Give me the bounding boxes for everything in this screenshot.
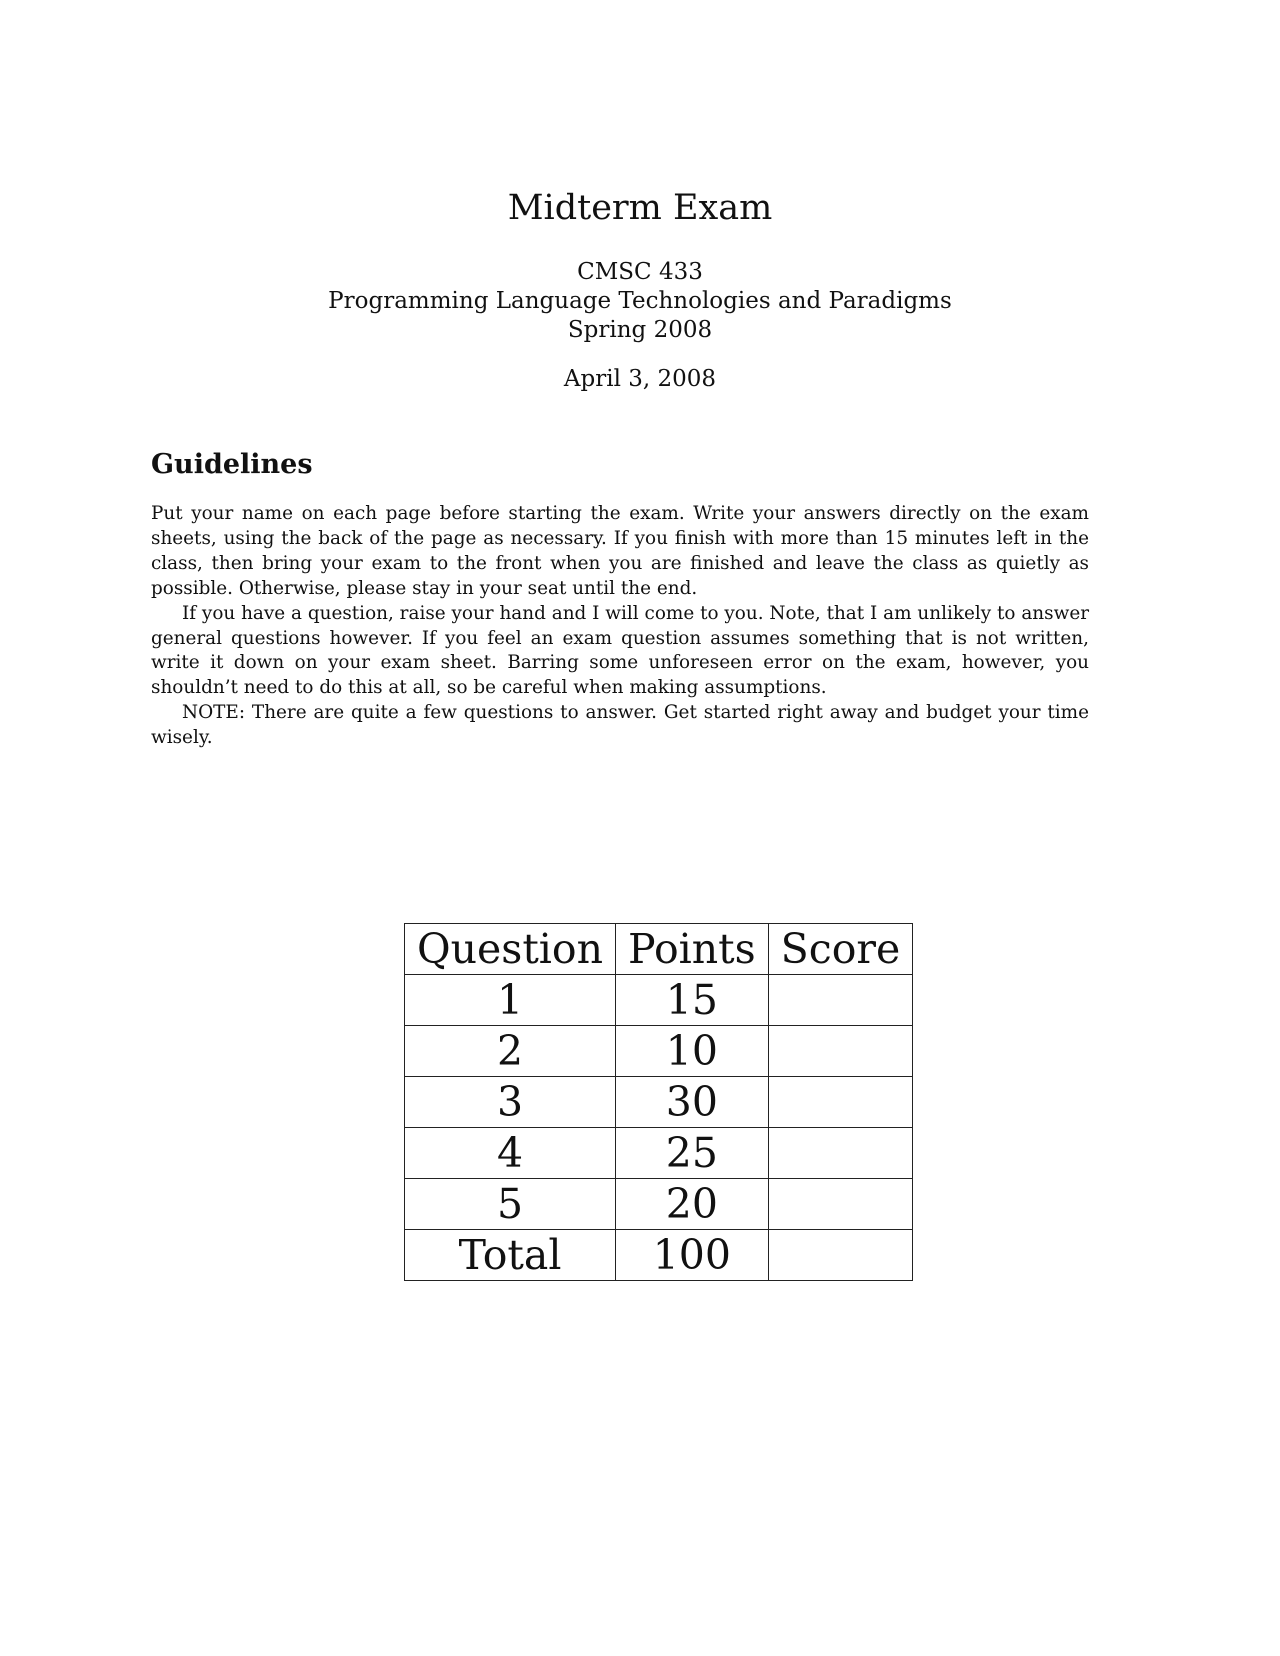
points-cell: 15: [616, 975, 769, 1026]
table-row-total: [405, 1230, 913, 1281]
score-table: [404, 923, 913, 1281]
question-cell: 2: [405, 1026, 616, 1077]
course-info: [0, 258, 1280, 345]
score-cell: [768, 975, 913, 1026]
table-row: [405, 1128, 913, 1179]
guidelines-paragraph-3: NOTE: There are quite a few questions to answer. Get started right away and budget your time wisely.: [151, 702, 1089, 749]
total-label-cell: Total: [405, 1230, 616, 1281]
header-points: Points: [616, 924, 769, 975]
guidelines-paragraph-1: Put your name on each page before starting the exam. Write your answers directly on the exam sheets, using the back of the page as necessary. If you finish with more than 15 minutes left in the class, then bring your exam to the front when you are finished and leave the class as quietly as possible. Otherwise, please stay in your seat until the end.: [151, 503, 1089, 599]
table-row: [405, 1077, 913, 1128]
header-score: Score: [768, 924, 913, 975]
course-code: CMSC 433: [577, 259, 703, 285]
question-cell: 3: [405, 1077, 616, 1128]
exam-title: Midterm Exam: [507, 188, 773, 228]
question-cell: 1: [405, 975, 616, 1026]
exam-date: April 3, 2008: [563, 366, 717, 392]
score-table-header-row: [405, 924, 913, 975]
guidelines-paragraph-2: If you have a question, raise your hand and I will come to you. Note, that I am unlikely to answer general questions however. If you feel an exam question assumes something that is not written, write it down on your exam sheet. Barring some unforeseen error on the exam, however, you shouldn’t need to do this at all, so be careful when making assumptions.: [151, 602, 1089, 699]
score-cell: [768, 1128, 913, 1179]
guidelines-heading: Guidelines: [151, 449, 313, 480]
total-score-cell: [768, 1230, 913, 1281]
points-cell: 10: [616, 1026, 769, 1077]
score-cell: [768, 1026, 913, 1077]
points-cell: 30: [616, 1077, 769, 1128]
course-name: Programming Language Technologies and Paradigms: [328, 288, 952, 314]
course-term: Spring 2008: [567, 317, 713, 343]
score-cell: [768, 1077, 913, 1128]
total-points-cell: 100: [616, 1230, 769, 1281]
question-cell: 5: [405, 1179, 616, 1230]
table-row: [405, 1026, 913, 1077]
table-row: [405, 975, 913, 1026]
points-cell: 20: [616, 1179, 769, 1230]
question-cell: 4: [405, 1128, 616, 1179]
guidelines-body: [151, 502, 1089, 751]
points-cell: 25: [616, 1128, 769, 1179]
score-cell: [768, 1179, 913, 1230]
table-row: [405, 1179, 913, 1230]
header-question: Question: [405, 924, 616, 975]
